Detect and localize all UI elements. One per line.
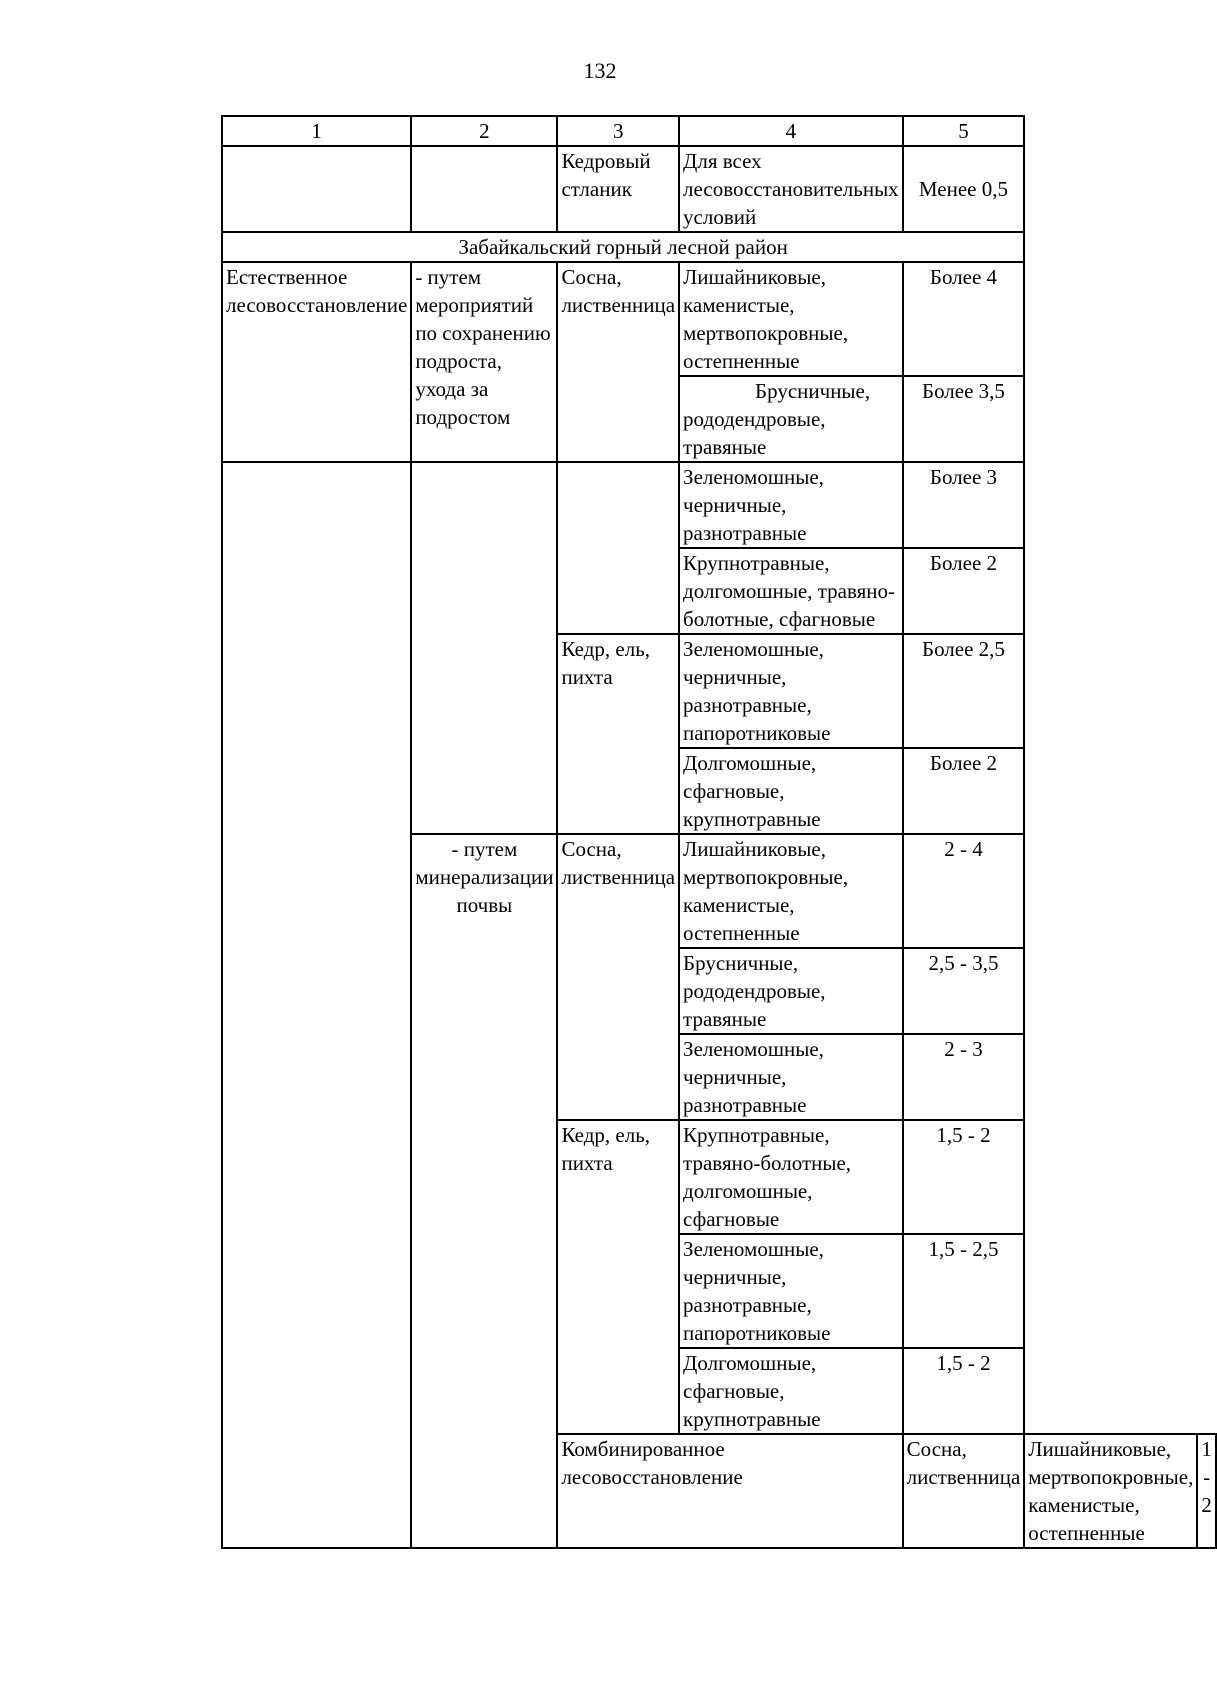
column-number: 1 (222, 116, 411, 146)
conditions-cell: Для всех лесовосстановительных условий (679, 146, 903, 232)
value-cell: 2,5 - 3,5 (903, 948, 1025, 1034)
species-cell: Кедр, ель, пихта (557, 634, 679, 834)
region-title: Забайкальский горный лесной район (222, 232, 1024, 262)
value-cell: 1 - 2 (1197, 1434, 1216, 1548)
value-cell: 1,5 - 2 (903, 1348, 1025, 1434)
column-number: 3 (557, 116, 679, 146)
conditions-cell: Лишайниковые, мертвопокровные, каменистые, остепненные (679, 834, 903, 948)
value-cell: Более 3 (903, 462, 1025, 548)
conditions-cell: Лишайниковые, каменистые, мертвопокровные, остепненные (679, 262, 903, 376)
conditions-cell: Брусничные, рододендровые, травяные (679, 948, 903, 1034)
species-cell: Кедр, ель, пихта (557, 1120, 679, 1434)
conditions-cell: Зеленомошные, черничные, разнотравные, папоротниковые (679, 1234, 903, 1348)
method-cell (222, 462, 411, 1548)
species-cell: Сосна, лиственница (903, 1434, 1025, 1548)
method-cell (222, 146, 411, 232)
way-cell (411, 146, 557, 232)
way-cell: - путем минерализации почвы (411, 834, 557, 1548)
method-cell: Комбинированное лесовосстановление (557, 1434, 902, 1548)
conditions-cell: Зеленомошные, черничные, разнотравные (679, 1034, 903, 1120)
value-cell: 2 - 3 (903, 1034, 1025, 1120)
value-cell: Более 2 (903, 748, 1025, 834)
value-cell: 2 - 4 (903, 834, 1025, 948)
table-row (222, 146, 1216, 232)
conditions-cell: Лишайниковые, мертвопокровные, каменистые, остепненные (1024, 1434, 1197, 1548)
conditions-cell: Долгомошные, сфагновые, крупнотравные (679, 1348, 903, 1434)
species-cell: Сосна, лиственница (557, 834, 679, 1120)
value-cell: Менее 0,5 (903, 146, 1025, 232)
species-cell: Кедровый стланик (557, 146, 679, 232)
value-cell: 1,5 - 2,5 (903, 1234, 1025, 1348)
value-cell: Более 4 (903, 262, 1025, 376)
conditions-cell: Долгомошные, сфагновые, крупнотравные (679, 748, 903, 834)
species-cell (557, 462, 679, 634)
conditions-cell: Крупнотравные, долгомошные, травяно-болотные, сфагновые (679, 548, 903, 634)
column-number: 5 (903, 116, 1025, 146)
species-cell: Сосна, лиственница (557, 262, 679, 462)
column-number: 4 (679, 116, 903, 146)
column-number-row (222, 116, 1216, 146)
table-row (222, 262, 1216, 376)
conditions-cell: Брусничные, рододендровые, травяные (679, 376, 903, 462)
way-cell: - путем мероприятий по сохранению подроста, ухода за подростом (411, 262, 557, 462)
method-cell: Естественное лесовосстановление (222, 262, 411, 462)
conditions-cell: Зеленомошные, черничные, разнотравные (679, 462, 903, 548)
column-number: 2 (411, 116, 557, 146)
value-cell: Более 2,5 (903, 634, 1025, 748)
way-cell (411, 462, 557, 834)
value-cell: 1,5 - 2 (903, 1120, 1025, 1234)
conditions-cell: Зеленомошные, черничные, разнотравные, папоротниковые (679, 634, 903, 748)
page-number: 132 (583, 58, 617, 83)
value-cell: Более 2 (903, 548, 1025, 634)
conditions-cell: Крупнотравные, травяно-болотные, долгомошные, сфагновые (679, 1120, 903, 1234)
region-row (222, 232, 1216, 262)
table-row (222, 462, 1216, 548)
norms-table (221, 115, 1217, 1549)
value-cell: Более 3,5 (903, 376, 1025, 462)
